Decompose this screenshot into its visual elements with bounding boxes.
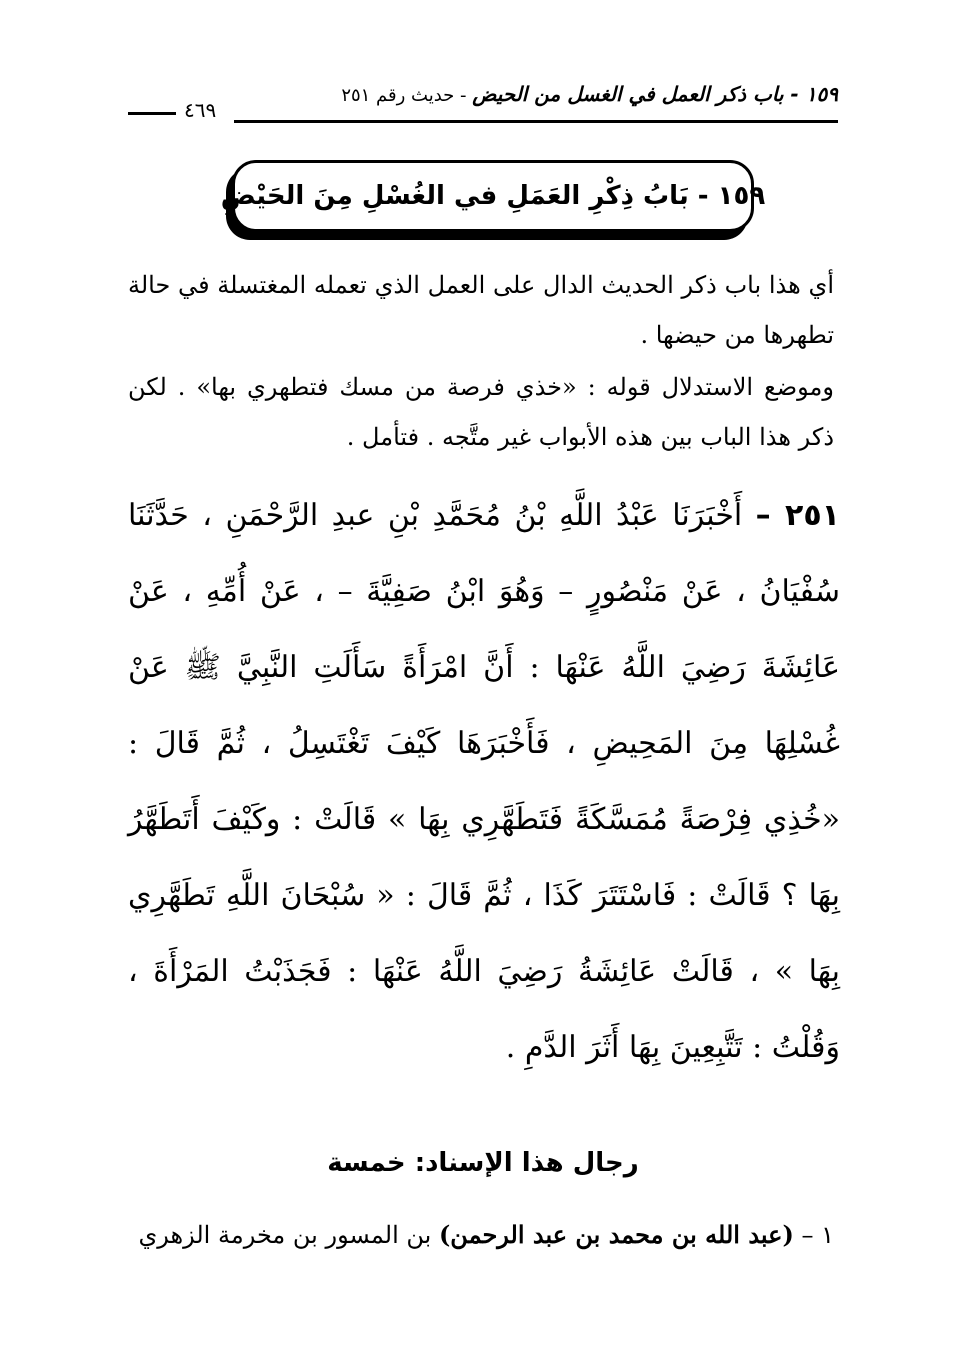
narrator-item-number: ١ – <box>793 1221 834 1249</box>
narrator-item-1 <box>128 1210 834 1260</box>
page-number: ٤٦٩ <box>184 98 217 122</box>
hadith-number: ٢٥١ – <box>755 498 840 533</box>
header-rule <box>234 120 838 123</box>
commentary-paragraph-1: أي هذا باب ذكر الحديث الدال على العمل الذي تعمله المغتسلة في حالة تطهرها من حيضها . <box>128 271 834 349</box>
isnad-section-heading: رجال هذا الإسناد: خمسة <box>327 1148 639 1178</box>
chapter-title-box <box>220 160 766 232</box>
running-header-title <box>341 82 838 106</box>
commentary-paragraph-2: وموضع الاستدلال قوله : «خذي فرصة من مسك فتطهري بها» . لكن ذكر هذا الباب بين هذه الأبواب غير متَّجه . فتأمل . <box>128 373 834 451</box>
header-dash <box>128 112 176 115</box>
running-header-hadith-ref: - حديث رقم ٢٥١ <box>341 85 473 106</box>
running-header-chapter: ١٥٩ - باب ذكر العمل في الغسل من الحيض <box>472 82 838 106</box>
narrator-name: (عبد الله بن محمد بن عبد الرحمن) <box>438 1220 794 1249</box>
chapter-title: ١٥٩ - بَابُ ذِكْرِ العَمَلِ في الغُسْلِ مِنَ الحَيْضِ <box>220 181 766 211</box>
running-header <box>128 82 838 122</box>
narrator-lineage: بن المسور بن مخرمة الزهري <box>138 1221 439 1249</box>
hadith-text: أَخْبَرَنَا عَبْدُ اللَّهِ بْنُ مُحَمَّدِ بْنِ عبدِ الرَّحْمَنِ ، حَدَّثَنَا سُفْيَانُ ، عَنْ مَنْصُورٍ – وَهُوَ ابْنُ صَفِيَّةَ – ، عَنْ أُمِّهِ ، عَنْ عَائِشَةَ رَضِيَ اللَّهُ عَنْهَا : أَنَّ امْرَأَةً سَأَلَتِ النَّبِيَّ ﷺ عَنْ غُسْلِهَا مِنَ المَحِيضِ ، فَأَخْبَرَهَا كَيْفَ تَغْتَسِلُ ، ثُمَّ قَالَ : «خُذِي فِرْصَةً مُمَسَّكَةً فَتَطَهَّرِي بِهَا » قَالَتْ : وكَيْفَ أَتَطَهَّرُ بِهَا ؟ قَالَتْ : فَاسْتَتَرَ كَذَا ، ثُمَّ قَالَ : « سُبْحَانَ اللَّهِ تَطَهَّرِي بِهَا » ، قَالَتْ عَائِشَةُ رَضِيَ اللَّهُ عَنْهَا : فَجَذَبْتُ المَرْأَةَ ، وَقُلْتُ : تَتَّبِعِينَ بِهَا أَثَرَ الدَّمِ . <box>128 498 841 1065</box>
hadith-text-block <box>128 478 840 1086</box>
